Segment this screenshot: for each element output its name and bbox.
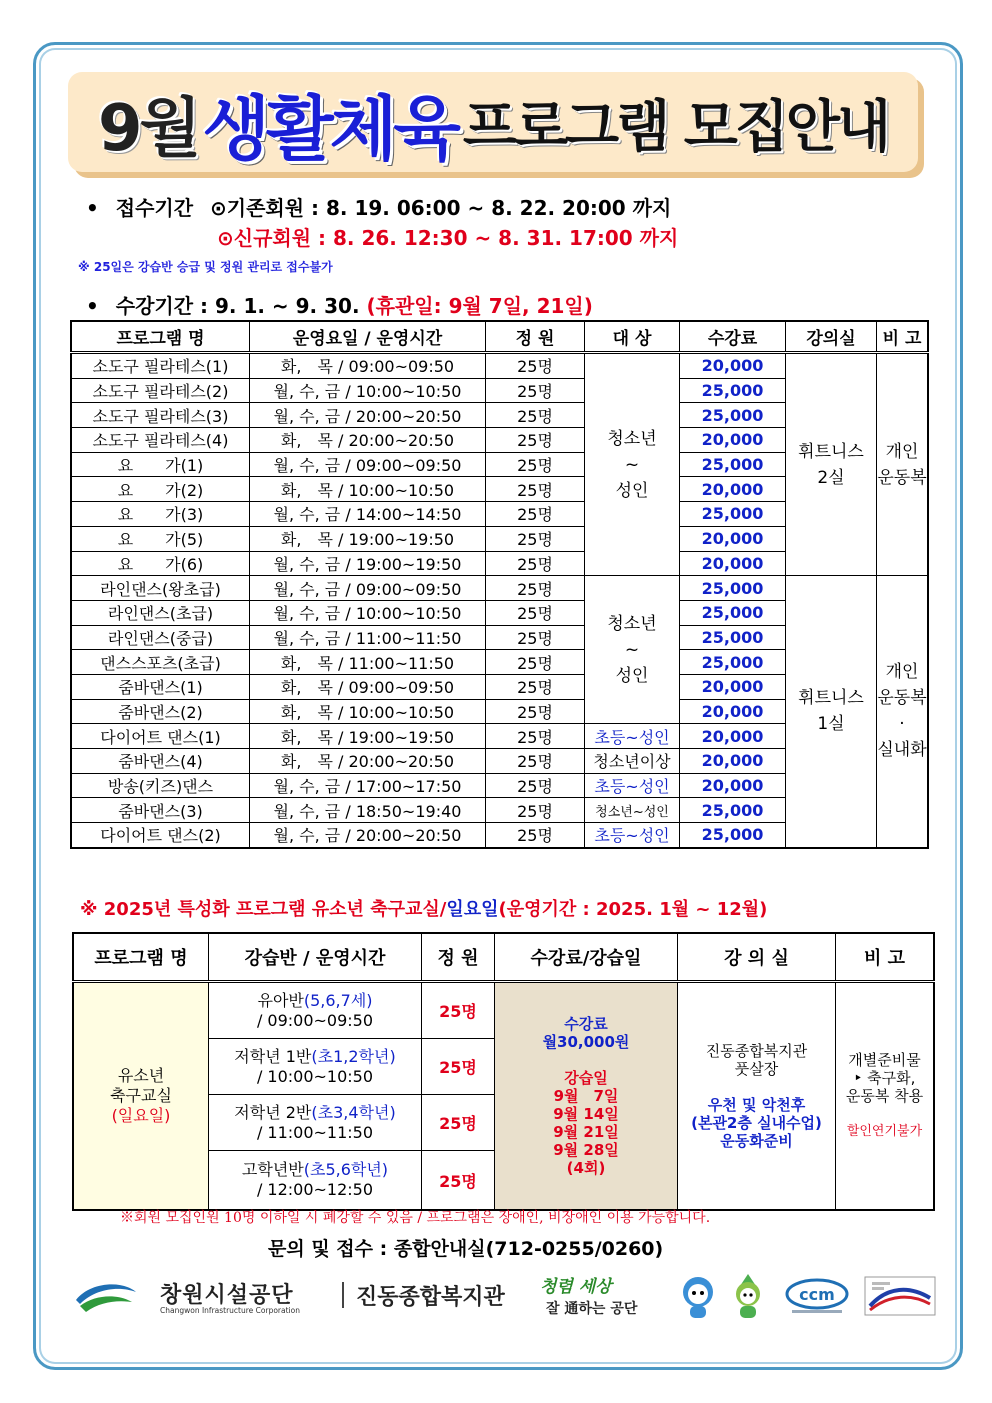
program-fee: 20,000	[680, 724, 786, 749]
col-fee: 수강료	[680, 321, 786, 353]
program-capacity: 25명	[486, 452, 585, 477]
program-time: 화, 목 / 19:00~19:50	[250, 724, 486, 749]
target-cell: 청소년~성인	[585, 798, 680, 823]
target-cell: 청소년이상	[585, 749, 680, 774]
special-program-heading	[80, 895, 767, 921]
program-fee: 25,000	[680, 576, 786, 601]
program-capacity: 25명	[486, 798, 585, 823]
class-cell	[209, 982, 422, 1039]
bullet: •	[86, 196, 99, 220]
program-name: 소도구 필라테스(4)	[71, 428, 250, 453]
program-capacity: 25명	[486, 823, 585, 848]
target-cell: 초등~성인	[585, 823, 680, 848]
table-row	[71, 353, 928, 379]
room-line: 휘트니스	[798, 441, 864, 462]
target-line: 청소년	[607, 613, 657, 634]
program-fee: 20,000	[680, 551, 786, 576]
program-fee: 25,000	[680, 600, 786, 625]
program-time: 월, 수, 금 / 14:00~14:50	[250, 502, 486, 527]
class-day: 9월 21일	[553, 1123, 619, 1141]
registration-existing-text: ⊙기존회원 : 8. 19. 06:00 ~ 8. 22. 20:00 까지	[210, 196, 672, 220]
registration-label: 접수기간	[115, 196, 194, 220]
program-name: 소도구 필라테스(3)	[71, 403, 250, 428]
center-name: 진동종합복지관	[356, 1285, 505, 1310]
program-fee: 25,000	[680, 452, 786, 477]
title-program: 프로그램 모집안내	[462, 95, 889, 160]
col-capacity: 정 원	[422, 933, 495, 982]
note-line: ·	[899, 714, 905, 735]
page-title	[98, 78, 888, 168]
program-fee: 25,000	[680, 403, 786, 428]
program-capacity: 25명	[486, 526, 585, 551]
col-target: 대 상	[585, 321, 680, 353]
program-name: 라인댄스(왕초급)	[71, 576, 250, 601]
title-sports: 생활체육	[202, 87, 457, 170]
special-prefix: ※ 2025년 특성화 프로그램 유소년 축구교실/	[80, 899, 447, 920]
target-cell: 초등~성인	[585, 724, 680, 749]
program-name: 요 가(2)	[71, 477, 250, 502]
program-capacity: 25명	[486, 378, 585, 403]
class-count: (4회)	[566, 1159, 606, 1177]
class-name: 저학년 2반	[234, 1102, 312, 1122]
ccm-certification-icon	[780, 1276, 854, 1316]
program-fee: 20,000	[680, 477, 786, 502]
class-capacity: 25명	[422, 1039, 495, 1095]
note-line: 개별준비물	[848, 1051, 921, 1069]
program-capacity: 25명	[486, 502, 585, 527]
rain-note: (본관2층 실내수업)	[691, 1114, 822, 1132]
program-fee: 25,000	[680, 502, 786, 527]
soccer-table	[72, 932, 935, 1211]
course-period	[86, 290, 593, 319]
program-capacity: 25명	[486, 699, 585, 724]
class-time: / 11:00~11:50	[256, 1122, 374, 1142]
program-name: 라인댄스(초급)	[71, 600, 250, 625]
col-capacity: 정 원	[486, 321, 585, 353]
program-name: 소도구 필라테스(2)	[71, 378, 250, 403]
program-time: 화, 목 / 20:00~20:50	[250, 749, 486, 774]
program-time: 월, 수, 금 / 18:50~19:40	[250, 798, 486, 823]
org-name: 창원시설공단	[160, 1283, 294, 1308]
program-fee: 20,000	[680, 428, 786, 453]
program-name: 줌바댄스(2)	[71, 699, 250, 724]
note-cell	[836, 982, 935, 1211]
program-name: 방송(키즈)댄스	[71, 773, 250, 798]
room-line: 풋살장	[734, 1060, 779, 1078]
program-time: 월, 수, 금 / 09:00~09:50	[250, 576, 486, 601]
class-ages: (초5,6학년)	[303, 1160, 389, 1179]
program-name: 요 가(1)	[71, 452, 250, 477]
program-fee: 25,000	[680, 625, 786, 650]
no-discount-note: 할인연기불가	[846, 1124, 923, 1139]
mascot-green-icon	[726, 1272, 770, 1320]
col-room: 강 의 실	[678, 933, 836, 982]
program-fee: 20,000	[680, 773, 786, 798]
program-fee: 20,000	[680, 526, 786, 551]
note-line: 개인	[885, 441, 919, 462]
program-name: 다이어트 댄스(1)	[71, 724, 250, 749]
program-time: 월, 수, 금 / 10:00~10:50	[250, 378, 486, 403]
rain-note: 운동화준비	[720, 1132, 793, 1150]
program-name: 줌바댄스(4)	[71, 749, 250, 774]
col-program: 프로그램 명	[71, 321, 250, 353]
program-name-line: 축구교실	[110, 1086, 172, 1105]
program-capacity: 25명	[486, 403, 585, 428]
target-line: 청소년	[607, 428, 657, 449]
table-row	[71, 576, 928, 601]
program-time: 화, 목 / 11:00~11:50	[250, 650, 486, 675]
fee-days-cell	[495, 982, 678, 1211]
col-room: 강의실	[786, 321, 877, 353]
program-capacity: 25명	[486, 724, 585, 749]
table-row	[73, 982, 934, 1039]
table-header	[71, 321, 928, 353]
room-line: 진동종합복지관	[705, 1042, 808, 1060]
room-cell	[786, 576, 877, 848]
program-name: 라인댄스(중급)	[71, 625, 250, 650]
title-banner	[68, 72, 918, 172]
program-capacity: 25명	[486, 650, 585, 675]
program-time: 월, 수, 금 / 20:00~20:50	[250, 823, 486, 848]
class-day: 9월 28일	[553, 1141, 619, 1159]
days-label: 강습일	[564, 1069, 608, 1087]
program-capacity: 25명	[486, 749, 585, 774]
class-day: 9월 14일	[553, 1105, 619, 1123]
program-time: 화, 목 / 20:00~20:50	[250, 428, 486, 453]
class-cell	[209, 1151, 422, 1211]
mascot-blue-icon	[676, 1272, 720, 1320]
footnote: ※회원 모집인원 10명 이하일 시 폐강할 수 있음 / 프로그램은 장애인, 비장애인 이용 가능합니다.	[120, 1210, 711, 1226]
program-name: 소도구 필라테스(1)	[71, 353, 250, 379]
ccm-text: ccm	[799, 1285, 835, 1304]
target-cell	[585, 353, 680, 576]
room-cell	[678, 982, 836, 1211]
fee-value: 월30,000원	[542, 1033, 630, 1051]
col-note: 비 고	[877, 321, 929, 353]
special-day: 일요일	[446, 899, 499, 920]
class-ages: (5,6,7세)	[303, 990, 373, 1010]
target-line: 성인	[615, 480, 649, 501]
class-name: 고학년반	[241, 1160, 304, 1179]
program-time: 화, 목 / 10:00~10:50	[250, 477, 486, 502]
col-fee: 수강료/강습일	[495, 933, 678, 982]
program-name: 요 가(6)	[71, 551, 250, 576]
target-cell	[585, 576, 680, 724]
title-month: 9월	[98, 92, 199, 166]
program-capacity: 25명	[486, 600, 585, 625]
program-capacity: 25명	[486, 353, 585, 379]
room-line: 2실	[817, 467, 845, 488]
program-capacity: 25명	[486, 674, 585, 699]
divider	[342, 1282, 344, 1308]
program-time: 월, 수, 금 / 17:00~17:50	[250, 773, 486, 798]
class-ages: (초1,2학년)	[311, 1046, 396, 1066]
program-capacity: 25명	[486, 477, 585, 502]
org-name-english: Changwon Infrastructure Corporation	[160, 1306, 300, 1315]
program-time: 화, 목 / 10:00~10:50	[250, 699, 486, 724]
note-line: 운동복 착용	[845, 1087, 924, 1105]
target-line: ~	[624, 454, 640, 475]
note-line: 실내화	[877, 740, 927, 761]
program-time: 화, 목 / 09:00~09:50	[250, 353, 486, 379]
program-fee: 25,000	[680, 378, 786, 403]
program-fee: 20,000	[680, 674, 786, 699]
footer-logos	[66, 1270, 940, 1322]
program-time: 월, 수, 금 / 19:00~19:50	[250, 551, 486, 576]
room-cell	[786, 353, 877, 576]
program-name: 줌바댄스(3)	[71, 798, 250, 823]
note-cell	[877, 353, 929, 576]
bullet: •	[86, 294, 99, 318]
note-line: ‣ 축구화,	[853, 1069, 916, 1087]
class-capacity: 25명	[422, 1151, 495, 1211]
registration-existing	[86, 192, 671, 221]
contact-info: 문의 및 접수 : 종합안내실(712-0255/0260)	[268, 1238, 664, 1260]
period-label: 수강기간 : 9. 1. ~ 9. 30.	[115, 294, 360, 318]
program-name: 줌바댄스(1)	[71, 674, 250, 699]
program-time: 월, 수, 금 / 11:00~11:50	[250, 625, 486, 650]
program-capacity: 25명	[486, 428, 585, 453]
certification-badge-icon	[864, 1276, 936, 1316]
class-ages: (초3,4학년)	[311, 1102, 396, 1122]
program-fee: 25,000	[680, 650, 786, 675]
program-name: 다이어트 댄스(2)	[71, 823, 250, 848]
program-time: 월, 수, 금 / 09:00~09:50	[250, 452, 486, 477]
rain-note: 우천 및 악천후	[707, 1096, 806, 1114]
col-class: 강습반 / 운영시간	[209, 933, 422, 982]
col-program: 프로그램 명	[73, 933, 209, 982]
note-line: 운동복	[877, 688, 927, 709]
class-capacity: 25명	[422, 1095, 495, 1151]
class-cell	[209, 1039, 422, 1095]
program-time: 월, 수, 금 / 10:00~10:50	[250, 600, 486, 625]
class-time: / 09:00~09:50	[256, 1010, 374, 1030]
program-name: 요 가(5)	[71, 526, 250, 551]
program-fee: 20,000	[680, 353, 786, 379]
col-time: 운영요일 / 운영시간	[250, 321, 486, 353]
room-line: 1실	[817, 714, 845, 735]
integrity-slogan: 청렴 세상	[540, 1277, 612, 1297]
class-cell	[209, 1095, 422, 1151]
target-cell: 초등~성인	[585, 773, 680, 798]
note-line: 운동복	[877, 467, 927, 488]
corporation-logo-icon	[70, 1278, 142, 1318]
class-time: / 12:00~12:50	[256, 1180, 374, 1199]
program-name: 요 가(3)	[71, 502, 250, 527]
slogan-tagline: 잘 通하는 공단	[546, 1301, 638, 1317]
class-time: / 10:00~10:50	[256, 1066, 374, 1086]
program-name-line: 유소년	[117, 1066, 165, 1085]
program-time: 화, 목 / 19:00~19:50	[250, 526, 486, 551]
room-line: 휘트니스	[798, 688, 864, 709]
registration-note: ※ 25일은 강습반 승급 및 정원 관리로 접수불가	[78, 260, 333, 274]
program-capacity: 25명	[486, 625, 585, 650]
program-fee: 25,000	[680, 798, 786, 823]
program-table	[70, 320, 929, 849]
note-cell	[877, 576, 929, 848]
note-line: 개인	[885, 662, 919, 683]
fee-label: 수강료	[564, 1015, 608, 1033]
program-name: 댄스스포츠(초급)	[71, 650, 250, 675]
program-day: (일요일)	[111, 1106, 171, 1125]
class-name: 유아반	[257, 990, 304, 1010]
program-fee: 20,000	[680, 749, 786, 774]
program-capacity: 25명	[486, 551, 585, 576]
program-fee: 25,000	[680, 823, 786, 848]
program-capacity: 25명	[486, 576, 585, 601]
program-time: 화, 목 / 09:00~09:50	[250, 674, 486, 699]
program-fee: 20,000	[680, 699, 786, 724]
target-line: 성인	[615, 665, 649, 686]
class-name: 저학년 1반	[234, 1046, 312, 1066]
class-capacity: 25명	[422, 982, 495, 1039]
special-suffix: (운영기간 : 2025. 1월 ~ 12월)	[498, 899, 768, 920]
program-time: 월, 수, 금 / 20:00~20:50	[250, 403, 486, 428]
target-line: ~	[624, 639, 640, 660]
class-day: 9월 7일	[553, 1087, 619, 1105]
program-name-cell	[73, 982, 209, 1211]
program-capacity: 25명	[486, 773, 585, 798]
registration-new: ⊙신규회원 : 8. 26. 12:30 ~ 8. 31. 17:00 까지	[217, 226, 679, 250]
table-header	[73, 933, 934, 982]
closed-days: (휴관일: 9월 7일, 21일)	[366, 294, 593, 318]
col-note: 비 고	[836, 933, 935, 982]
